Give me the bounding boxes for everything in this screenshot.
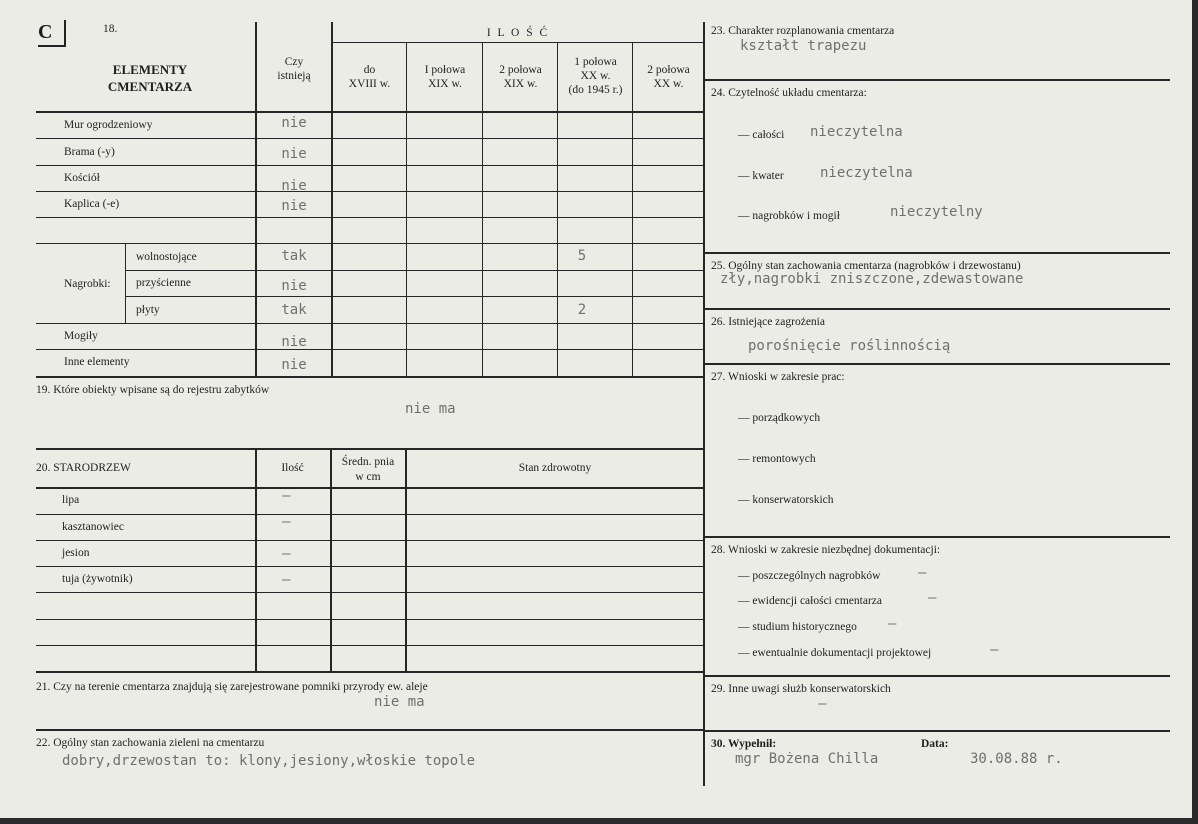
section-23-value: kształt trapezu	[740, 38, 867, 54]
period-header-2-l1: I połowa	[424, 64, 466, 76]
tree-name: tuja (żywotnik)	[62, 573, 133, 585]
section-27-label: 27. Wnioski w zakresie prac:	[711, 371, 845, 383]
date-label: Data:	[921, 738, 949, 750]
section-divider	[704, 252, 1170, 254]
section-22-value: dobry,drzewostan to: klony,jesiony,włoskie topole	[62, 753, 476, 769]
section-divider	[704, 363, 1170, 365]
tree-name: jesion	[62, 547, 90, 559]
grid-line	[36, 243, 704, 244]
exists-value-church: nie	[281, 178, 307, 194]
elements-heading-2: CMENTARZA	[107, 79, 193, 94]
section-divider	[36, 448, 704, 450]
period-header-1-l2: XVIII w.	[348, 78, 391, 90]
grid-line	[632, 42, 633, 376]
period-header-3-l2: XIX w.	[503, 78, 538, 90]
row-label-freestanding: wolnostojące	[136, 251, 197, 263]
exists-header-2: istnieją	[277, 70, 311, 82]
docs-item-label: — ewidencji całości cmentarza	[738, 595, 882, 607]
grid-line	[482, 42, 483, 376]
legibility-value-graves: nieczytelny	[890, 204, 983, 220]
row-label-slabs: płyty	[136, 304, 160, 316]
row-label-church: Kościół	[64, 172, 100, 184]
legibility-value-quarters: nieczytelna	[820, 165, 913, 181]
grid-line	[125, 296, 704, 297]
filled-by-value: mgr Bożena Chilla	[735, 751, 879, 767]
grid-line	[36, 619, 704, 620]
legibility-label-graves: — nagrobków i mogił	[738, 210, 840, 222]
grid-line	[36, 540, 704, 541]
grid-line	[36, 671, 704, 673]
period-header-5-l2: XX w.	[653, 78, 684, 90]
period-header-1-l1: do	[363, 64, 376, 76]
docs-item-value: –	[928, 590, 937, 606]
legibility-label-whole: — całości	[738, 129, 785, 141]
grid-line	[36, 349, 704, 350]
section-22-label: 22. Ogólny stan zachowania zieleni na cmentarzu	[36, 737, 265, 749]
row-label-graves: Mogiły	[64, 330, 98, 342]
period-header-4-l1: 1 połowa	[574, 56, 617, 68]
period-header-4-l3: (do 1945 r.)	[568, 84, 623, 96]
count-freestanding: 5	[577, 248, 587, 264]
section-26-label: 26. Istniejące zagrożenia	[711, 316, 825, 328]
grid-line	[36, 323, 704, 324]
exists-value-other: nie	[281, 357, 307, 373]
tree-diameter-header-1: Średn. pnia	[341, 456, 395, 468]
grid-line	[406, 42, 407, 376]
exists-value-chapel: nie	[281, 198, 307, 214]
row-label-tombstones: Nagrobki:	[64, 278, 111, 290]
exists-value-gate: nie	[281, 146, 307, 162]
date-value: 30.08.88 r.	[970, 751, 1063, 767]
exists-value-wall-mounted: nie	[281, 278, 307, 294]
section-21-value: nie ma	[374, 694, 425, 710]
tree-diameter-header-2: w cm	[355, 471, 381, 483]
elements-heading-1: ELEMENTY	[112, 62, 188, 77]
section-24-label: 24. Czytelność układu cmentarza:	[711, 87, 867, 99]
grid-line	[125, 270, 704, 271]
section-25-label: 25. Ogólny stan zachowania cmentarza (nagrobków i drzewostanu)	[711, 260, 1021, 272]
section-29-value: —	[818, 696, 827, 712]
section-divider	[704, 536, 1170, 538]
works-item: — porządkowych	[738, 412, 821, 424]
section-divider	[36, 729, 704, 731]
section-letter: C	[38, 20, 66, 47]
section-18-number: 18.	[103, 23, 118, 35]
grid-line	[330, 449, 332, 671]
row-label-wall: Mur ogrodzeniowy	[64, 119, 153, 131]
quantity-group-header: I L O Ś Ć	[486, 27, 550, 39]
section-26-value: porośnięcie roślinnością	[748, 338, 951, 354]
section-23-label: 23. Charakter rozplanowania cmentarza	[711, 25, 895, 37]
exists-header-1: Czy	[284, 56, 304, 68]
period-header-2-l2: XIX w.	[428, 78, 462, 90]
section-21-label: 21. Czy na terenie cmentarza znajdują się zarejestrowane pomniki przyrody ew. aleje	[36, 681, 428, 693]
section-25-value: zły,nagrobki zniszczone,zdewastowane	[720, 271, 1024, 287]
section-19-label: 19. Które obiekty wpisane są do rejestru zabytków	[36, 384, 270, 396]
section-divider	[704, 675, 1170, 677]
grid-line	[36, 376, 704, 378]
grid-line	[36, 487, 704, 489]
grid-line	[36, 566, 704, 567]
grid-line	[36, 217, 704, 218]
grid-line	[331, 42, 704, 43]
docs-item-value: –	[888, 616, 897, 632]
tree-health-header: Stan zdrowotny	[518, 462, 592, 474]
section-divider	[704, 79, 1170, 81]
row-label-other: Inne elementy	[64, 356, 130, 368]
grid-line	[557, 42, 558, 376]
tree-name: kasztanowiec	[62, 521, 124, 533]
section-20-heading: 20. STARODRZEW	[36, 462, 131, 474]
legibility-value-whole: nieczytelna	[810, 124, 903, 140]
docs-item-label: — poszczególnych nagrobków	[738, 570, 881, 582]
grid-line	[125, 243, 126, 323]
docs-item-label: — studium historycznego	[738, 621, 857, 633]
period-header-4-l2: XX w.	[580, 70, 611, 82]
exists-value-slabs: tak	[281, 302, 307, 318]
tree-count: –	[282, 488, 291, 504]
tree-count-header: Ilość	[281, 462, 304, 474]
legibility-label-quarters: — kwater	[738, 170, 784, 182]
exists-value-graves: nie	[281, 334, 307, 350]
docs-item-value: –	[918, 565, 927, 581]
section-28-label: 28. Wnioski w zakresie niezbędnej dokumentacji:	[711, 544, 941, 556]
grid-line	[255, 449, 257, 671]
period-header-3-l1: 2 połowa	[499, 64, 542, 76]
tree-count: –	[282, 514, 291, 530]
exists-value-wall: nie	[281, 115, 307, 131]
row-label-chapel: Kaplica (-e)	[64, 198, 120, 210]
grid-line	[36, 138, 704, 139]
grid-line	[36, 592, 704, 593]
section-29-label: 29. Inne uwagi służb konserwatorskich	[711, 683, 891, 695]
grid-line	[36, 645, 704, 646]
tree-count: –	[282, 546, 291, 562]
grid-line	[405, 449, 407, 671]
works-item: — remontowych	[738, 453, 816, 465]
grid-line	[36, 165, 704, 166]
docs-item-label: — ewentualnie dokumentacji projektowej	[738, 647, 932, 659]
section-30-label: 30. Wypełnił:	[711, 738, 777, 750]
section-divider	[704, 730, 1170, 732]
row-label-gate: Brama (-y)	[64, 146, 115, 158]
works-item: — konserwatorskich	[738, 494, 834, 506]
grid-line	[36, 514, 704, 515]
grid-line	[36, 111, 704, 113]
tree-name: lipa	[62, 494, 80, 506]
exists-value-freestanding: tak	[281, 248, 307, 264]
docs-item-value: –	[990, 642, 999, 658]
row-label-wall-mounted: przyścienne	[136, 277, 191, 289]
tree-count: –	[282, 572, 291, 588]
grid-line	[36, 191, 704, 192]
section-19-value: nie ma	[405, 401, 456, 417]
section-divider	[704, 308, 1170, 310]
count-slabs: 2	[577, 302, 587, 318]
period-header-5-l1: 2 połowa	[647, 64, 690, 76]
